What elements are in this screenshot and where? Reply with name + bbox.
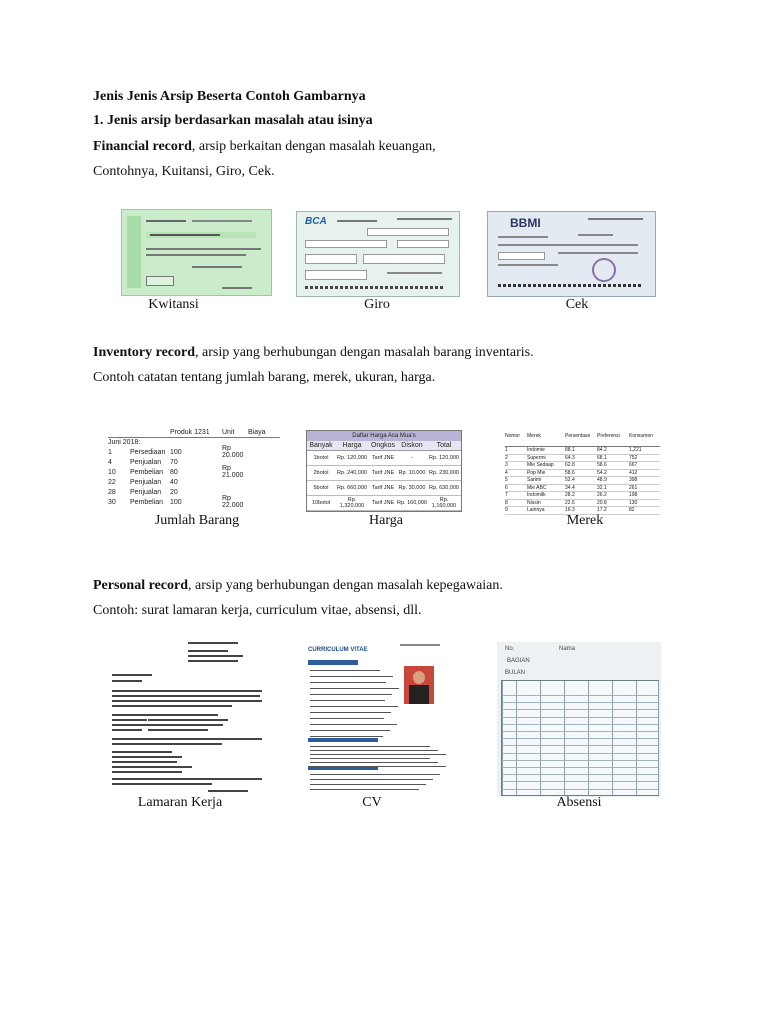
stock-table-row [108, 467, 280, 477]
brand-table-cell: 130 [629, 499, 638, 506]
brand-table-row [505, 447, 660, 455]
brand-table-row [505, 485, 660, 493]
brand-table-cell: Mie Sedaap [527, 462, 554, 469]
brand-table-cell: 2 [505, 454, 508, 461]
stock-table-cell: Pembelian [130, 468, 164, 476]
stock-table-header [108, 428, 280, 438]
giro-image [296, 211, 460, 297]
stock-table-row [108, 487, 280, 497]
price-table-cell: Rp. 10,000 [398, 470, 426, 476]
cv-photo [404, 666, 434, 704]
letter-text-line [148, 719, 228, 721]
letter-text-line [112, 724, 150, 726]
caption-cv: CV [362, 795, 382, 810]
price-table-cell: Rp. 30,000 [398, 485, 426, 491]
brand-table-cell: 68.1 [597, 454, 607, 461]
letter-text-line [148, 729, 208, 731]
brand-table-row [505, 477, 660, 485]
stock-table-cell: Persediaan [130, 448, 166, 456]
cv-text-line [310, 736, 383, 737]
cv-text-line [310, 700, 385, 701]
caption-kwitansi: Kwitansi [148, 297, 199, 312]
price-table-cell: 1botol [313, 455, 329, 461]
letter-text-line [112, 783, 212, 785]
stock-table-cell: 30 [108, 498, 116, 506]
stock-table-cell: 28 [108, 488, 116, 496]
absensi-grid-row [502, 702, 658, 703]
brand-table-row [505, 470, 660, 478]
brand-table-cell: 34.4 [565, 484, 575, 491]
brand-table-cell: Mie ABC [527, 484, 547, 491]
brand-table-cell: 62.8 [565, 462, 575, 469]
brand-table-cell: Indomilk [527, 492, 546, 499]
letter-text-line [112, 700, 262, 702]
price-table-row [307, 466, 461, 481]
cv-text-line [310, 762, 438, 763]
brand-table-cell: 752 [629, 454, 638, 461]
price-table-row [307, 481, 461, 496]
cv-text-line [310, 784, 426, 785]
stock-table-cell: 80 [170, 468, 178, 476]
brand-table-cell: Indomie [527, 447, 545, 454]
inventory-record-desc [93, 344, 534, 362]
absensi-grid-row [502, 731, 658, 732]
lamaran-kerja-image [108, 638, 266, 796]
absensi-grid-row [502, 717, 658, 718]
stock-table-cell: Penjualan [130, 458, 162, 466]
brand-table-cell: 8 [505, 499, 508, 506]
stock-table-cell: 70 [170, 458, 178, 466]
absensi-grid-row [502, 724, 658, 725]
price-table-cell: Tarif JNE [371, 455, 395, 461]
financial-record-desc [93, 138, 436, 156]
stock-header-biaya: Biaya [248, 429, 266, 436]
price-table-cell: Rp. 120,000 [429, 455, 459, 461]
brand-table-cell: 3 [505, 462, 508, 469]
price-table-cell: Rp. 660,000 [337, 485, 367, 491]
price-table-cell: Rp. 630,000 [429, 485, 459, 491]
price-table-cell: Rp. 1,320,000 [339, 497, 365, 509]
stock-table-cell: Rp 22.000 [222, 495, 244, 509]
cv-text-line [310, 789, 419, 790]
personal-record-desc [93, 577, 503, 595]
brand-table-cell: 32.1 [597, 484, 607, 491]
price-table-cell: 10botol [311, 500, 331, 506]
inventory-example: Contoh catatan tentang jumlah barang, merek, ukuran, harga. [93, 370, 436, 385]
inventory-record-text: , arsip yang berhubungan dengan masalah barang inventaris. [195, 345, 534, 360]
brand-table-cell: 64.3 [565, 454, 575, 461]
brand-table-cell: 5 [505, 477, 508, 484]
cv-title: CURRICULUM VITAE [308, 647, 368, 653]
letter-text-line [112, 690, 262, 692]
absensi-grid-row [502, 738, 658, 739]
stock-table-row [108, 497, 280, 507]
brand-table-cell: 412 [629, 469, 638, 476]
absensi-nama-label: Nama [559, 646, 576, 652]
brand-table-cell: Pop Mie [527, 469, 546, 476]
brand-table-cell: 16.3 [565, 507, 575, 514]
absensi-bulan-label: BULAN [505, 670, 526, 676]
stock-table-cell: 10 [108, 468, 116, 476]
stock-table-row [108, 477, 280, 487]
caption-harga: Harga [369, 513, 403, 528]
brand-table-cell: 1,221 [629, 447, 642, 454]
section-heading: 1. Jenis arsip berdasarkan masalah atau isinya [93, 113, 373, 128]
stock-table-cell: 22 [108, 478, 116, 486]
absensi-image [497, 642, 661, 797]
brand-table-cell: 88.1 [565, 447, 575, 454]
brand-table-row [505, 492, 660, 500]
letter-text-line [112, 771, 182, 773]
brand-table-cell: 58.6 [597, 462, 607, 469]
stock-table-cell: 100 [170, 498, 182, 506]
cv-text-line [310, 676, 393, 677]
stock-table [108, 428, 280, 512]
letter-text-line [112, 778, 262, 780]
stock-table-cell: 100 [170, 448, 182, 456]
letter-text-line [112, 680, 142, 682]
price-table-cell: Rp. 240,000 [337, 470, 367, 476]
letter-text-line [112, 766, 192, 768]
letter-text-line [112, 729, 142, 731]
letter-text-line [112, 719, 147, 721]
cv-text-line [310, 712, 391, 713]
cv-text-line [310, 754, 446, 755]
brand-table-cell: 28.2 [565, 492, 575, 499]
absensi-grid-row [502, 789, 658, 790]
cv-section-bar [308, 738, 378, 742]
absensi-grid-row [502, 709, 658, 710]
absensi-grid-row [502, 695, 658, 696]
letter-text-line [112, 738, 262, 740]
cv-text-line [310, 694, 392, 695]
brand-table-cell: Supermi [527, 454, 546, 461]
absensi-grid-row [502, 774, 658, 775]
letter-text-line [112, 714, 152, 716]
absensi-grid-row [502, 753, 658, 754]
stock-table-cell: Pembelian [130, 498, 164, 506]
cv-text-line [310, 706, 398, 707]
stock-table-cell: Rp 20.000 [222, 445, 244, 459]
price-table-header: Banyak Harga Ongkos Diskon Total [307, 441, 461, 451]
personal-record-text: , arsip yang berhubungan dengan masalah kepegawaian. [188, 578, 503, 593]
price-table-cell: Tarif JNE [371, 485, 395, 491]
absensi-grid-row [502, 760, 658, 761]
financial-record-text: , arsip berkaitan dengan masalah keuangan, [191, 139, 436, 154]
stock-table-month: Juni 2018: [108, 439, 141, 446]
absensi-grid-col [658, 681, 659, 795]
cv-text-line [310, 682, 386, 683]
letter-text-line [208, 790, 248, 792]
brand-table-cell: 52.4 [565, 477, 575, 484]
price-table-title: Daftar Harga Aca Mua's [307, 431, 461, 441]
brand-table-cell: 9 [505, 507, 508, 514]
caption-merek: Merek [566, 513, 604, 528]
brand-table-cell: 6 [505, 484, 508, 491]
brand-table-cell: 398 [629, 477, 638, 484]
brand-table-cell: 84.2 [597, 447, 607, 454]
price-table-cell: Tarif JNE [371, 470, 395, 476]
brand-table-cell: 22.6 [565, 499, 575, 506]
letter-text-line [148, 724, 223, 726]
brand-table-cell: 26.2 [597, 492, 607, 499]
stock-table-cell: 4 [108, 458, 112, 466]
letter-text-line [112, 743, 222, 745]
price-table-cell: 5botol [313, 485, 329, 491]
cek-image [487, 211, 656, 297]
letter-text-line [112, 751, 172, 753]
cv-text-line [310, 746, 430, 747]
cek-bank-logo: BBMI [510, 216, 541, 230]
stock-table-cell: 20 [170, 488, 178, 496]
brand-table-row [505, 462, 660, 470]
financial-example: Contohnya, Kuitansi, Giro, Cek. [93, 164, 275, 179]
brand-table-cell: 20.8 [597, 499, 607, 506]
price-table-cell: Rp. 120,000 [337, 455, 367, 461]
brand-table-cell: 7 [505, 492, 508, 499]
stock-table-cell: 40 [170, 478, 178, 486]
letter-text-line [112, 756, 182, 758]
brand-table-cell: Sarimi [527, 477, 542, 484]
letter-text-line [112, 761, 177, 763]
brand-table-header: Nomor Merek Persentase Preferensi Konsumen [505, 426, 660, 447]
inventory-record-label: Inventory record [93, 345, 195, 360]
stock-table-row [108, 447, 280, 457]
page-title: Jenis Jenis Arsip Beserta Contoh Gambarnya [93, 89, 366, 104]
caption-lamaran-kerja: Lamaran Kerja [137, 795, 223, 810]
brand-table-cell: 198 [629, 492, 638, 499]
cv-text-line [310, 688, 399, 689]
brand-table-cell: 48.9 [597, 477, 607, 484]
brand-table [505, 426, 660, 514]
price-table-cell: Tarif JNE [371, 500, 395, 506]
price-table-cell: 2botol [313, 470, 329, 476]
price-table-cell: - [411, 455, 413, 461]
letter-text-line [188, 655, 243, 657]
brand-table-cell: 667 [629, 462, 638, 469]
cv-text-line [310, 779, 433, 780]
stock-header-produk: Produk 1231 [170, 429, 210, 436]
stock-table-row [108, 457, 280, 467]
stock-header-unit: Unit [222, 429, 235, 436]
stock-table-cell: Rp 21.000 [222, 465, 244, 479]
letter-text-line [112, 705, 232, 707]
cv-text-line [310, 750, 438, 751]
stock-table-cell: Penjualan [130, 478, 162, 486]
giro-bank-logo: BCA [305, 216, 327, 227]
brand-table-cell: 4 [505, 469, 508, 476]
personal-record-label: Personal record [93, 578, 188, 593]
price-table-cell: Rp. 230,000 [429, 470, 459, 476]
cv-text-line [310, 718, 384, 719]
price-table-row [307, 496, 461, 511]
cv-text-line [310, 670, 380, 671]
absensi-no-label: No. [505, 646, 515, 652]
caption-giro: Giro [364, 297, 390, 312]
caption-absensi: Absensi [556, 795, 602, 810]
letter-text-line [188, 650, 228, 652]
personal-example: Contoh: surat lamaran kerja, curriculum vitae, absensi, dll. [93, 603, 422, 618]
letter-text-line [188, 642, 238, 644]
price-table-cell: Rp. 160,000 [397, 500, 427, 506]
cv-text-line [310, 774, 440, 775]
letter-text-line [112, 695, 260, 697]
brand-table-cell: Lainnya [527, 507, 545, 514]
brand-table-cell: 58.6 [565, 469, 575, 476]
cv-image [300, 638, 470, 796]
stock-table-cell: 1 [108, 448, 112, 456]
absensi-grid-row [502, 745, 658, 746]
brand-table-cell: 17.2 [597, 507, 607, 514]
letter-text-line [188, 660, 238, 662]
cv-text-line [310, 724, 397, 725]
letter-text-line [112, 674, 152, 676]
brand-table-cell: 261 [629, 484, 638, 491]
price-table-row [307, 451, 461, 466]
caption-jumlah-barang: Jumlah Barang [154, 513, 240, 528]
brand-table-cell: 54.2 [597, 469, 607, 476]
brand-table-row [505, 455, 660, 463]
cv-text-line [310, 766, 446, 767]
brand-table-cell: 1 [505, 447, 508, 454]
cv-text-line [310, 758, 430, 759]
financial-record-label: Financial record [93, 139, 192, 154]
caption-cek: Cek [565, 297, 589, 312]
brand-table-cell: 82 [629, 507, 635, 514]
kwitansi-image [121, 209, 272, 296]
absensi-grid-row [502, 767, 658, 768]
letter-text-line [148, 714, 218, 716]
stock-table-cell: Penjualan [130, 488, 162, 496]
price-table-cell: Rp. 1,160,000 [431, 497, 457, 509]
price-table [306, 430, 462, 512]
absensi-bagian-label: BAGIAN [507, 658, 530, 664]
brand-table-row [505, 500, 660, 508]
brand-table-cell: Nissin [527, 499, 541, 506]
absensi-grid-row [502, 781, 658, 782]
cv-text-line [310, 730, 390, 731]
